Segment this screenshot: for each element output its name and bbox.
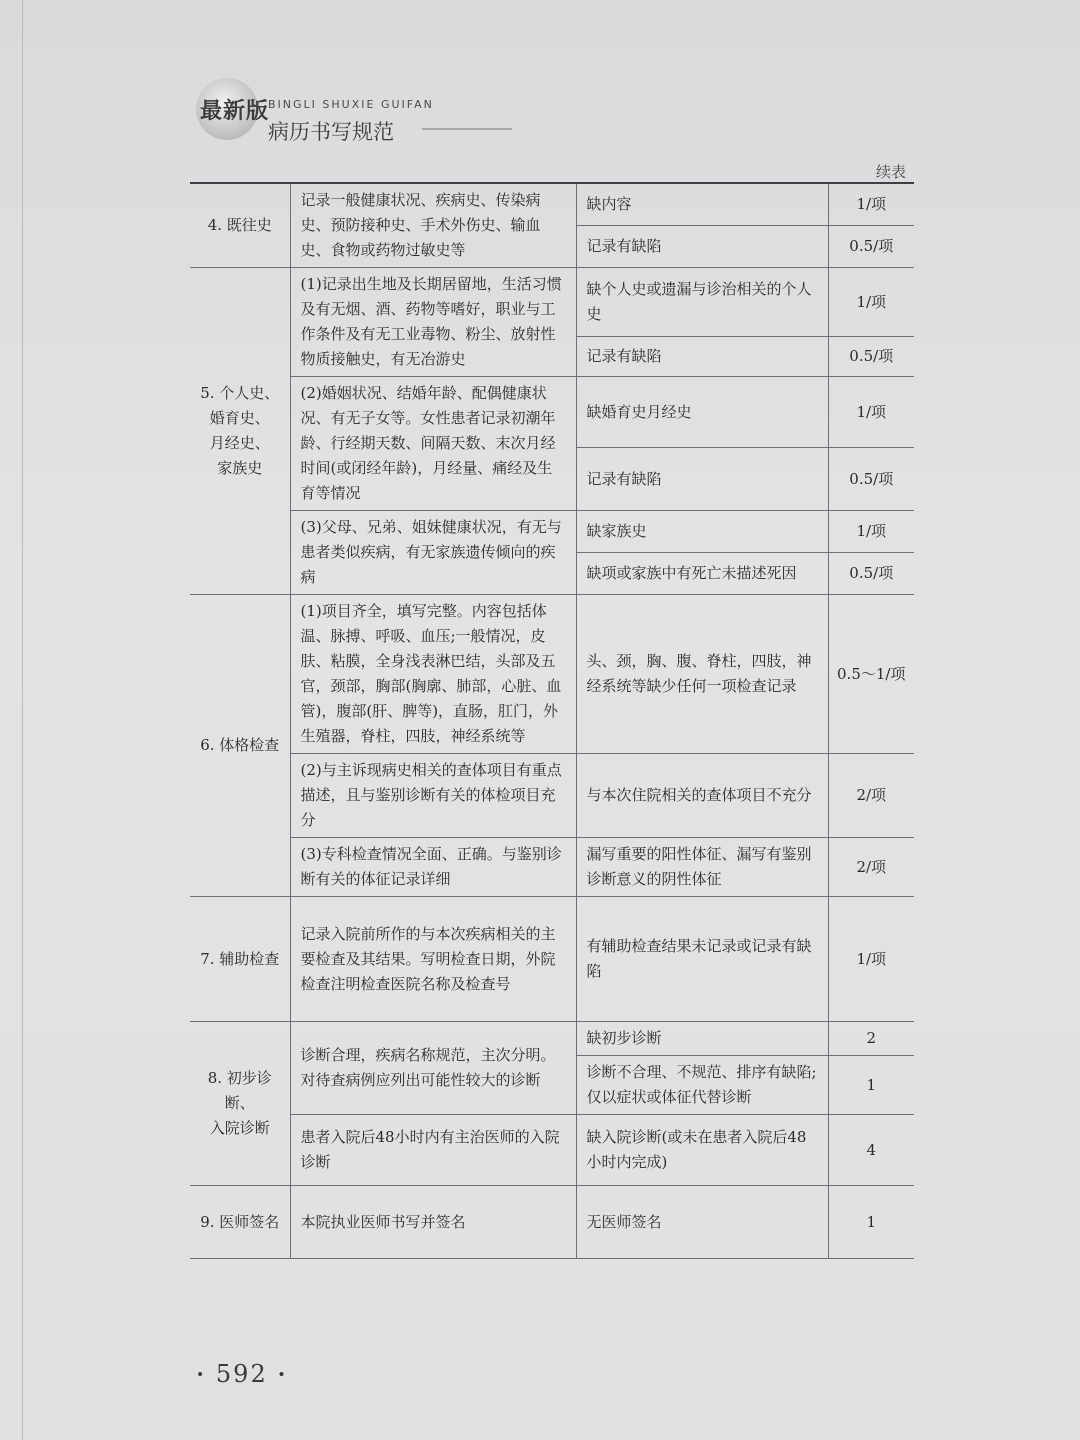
standard-text: (2)婚姻状况、结婚年龄、配偶健康状况、有无子女等。女性患者记录初潮年龄、行经期天数、间隔天数、末次月经时间(或闭经年龄)，月经量、痛经及生育等情况 <box>290 377 576 511</box>
standard-text: (3)父母、兄弟、姐妹健康状况，有无与患者类似疾病，有无家族遗传倾向的疾病 <box>290 511 576 595</box>
page-number-dot: • <box>277 1367 288 1384</box>
page-number-dot: • <box>196 1367 207 1384</box>
deduction-score: 2/项 <box>828 838 914 897</box>
continued-label: 续表 <box>876 163 907 181</box>
table-row <box>190 754 914 838</box>
deficiency-text: 缺个人史或遗漏与诊治相关的个人史 <box>576 268 828 337</box>
deficiency-text: 记录有缺陷 <box>576 448 828 511</box>
deduction-score: 2 <box>828 1022 914 1056</box>
logo-text: 最新版 <box>200 98 270 124</box>
section-label <box>190 1022 290 1186</box>
book-header <box>196 78 526 148</box>
section-label <box>190 268 290 595</box>
deficiency-text: 漏写重要的阳性体征、漏写有鉴别诊断意义的阴性体征 <box>576 838 828 897</box>
deficiency-text: 缺婚育史月经史 <box>576 377 828 448</box>
book-title: 病历书写规范 <box>268 120 394 144</box>
deficiency-text: 记录有缺陷 <box>576 226 828 268</box>
page-number <box>196 1360 288 1388</box>
section-label: 9. 医师签名 <box>190 1186 290 1259</box>
deduction-score: 1/项 <box>828 377 914 448</box>
standard-text: (2)与主诉现病史相关的查体项目有重点描述，且与鉴别诊断有关的体检项目充分 <box>290 754 576 838</box>
standard-text: (3)专科检查情况全面、正确。与鉴别诊断有关的体征记录详细 <box>290 838 576 897</box>
section-label: 7. 辅助检查 <box>190 897 290 1022</box>
deduction-score: 0.5/项 <box>828 553 914 595</box>
table-row <box>190 183 914 226</box>
section-label-line: 8. 初步诊断、 <box>207 1069 272 1112</box>
standard-text: 记录一般健康状况、疾病史、传染病史、预防接种史、手术外伤史、输血史、食物或药物过敏史等 <box>290 183 576 268</box>
standard-text: 患者入院后48小时内有主治医师的入院诊断 <box>290 1115 576 1186</box>
deduction-score: 2/项 <box>828 754 914 838</box>
standard-text: (1)项目齐全，填写完整。内容包括体温、脉搏、呼吸、血压;一般情况，皮肤、粘膜，全身浅表淋巴结，头部及五官，颈部，胸部(胸廓、肺部，心脏、血管)，腹部(肝、脾等)，直肠，肛门，外生殖器，脊柱，四肢，神经系统等 <box>290 595 576 754</box>
deduction-score: 0.5～1/项 <box>828 595 914 754</box>
standard-text: (1)记录出生地及长期居留地，生活习惯及有无烟、酒、药物等嗜好，职业与工作条件及有无工业毒物、粉尘、放射性物质接触史，有无冶游史 <box>290 268 576 377</box>
deduction-score: 0.5/项 <box>828 226 914 268</box>
standard-text: 诊断合理，疾病名称规范，主次分明。对待查病例应列出可能性较大的诊断 <box>290 1022 576 1115</box>
section-label-line: 月经史、 <box>209 434 270 452</box>
deficiency-text: 诊断不合理、不规范、排序有缺陷;仅以症状或体征代替诊断 <box>576 1056 828 1115</box>
scoring-table <box>190 182 914 1259</box>
table-row <box>190 897 914 1022</box>
table-row <box>190 268 914 337</box>
page-number-value: 592 <box>215 1360 268 1388</box>
table-row <box>190 377 914 448</box>
deficiency-text: 有辅助检查结果未记录或记录有缺陷 <box>576 897 828 1022</box>
section-label-line: 家族史 <box>217 459 263 477</box>
deduction-score: 4 <box>828 1115 914 1186</box>
deficiency-text: 与本次住院相关的查体项目不充分 <box>576 754 828 838</box>
table-row <box>190 1022 914 1056</box>
deficiency-text: 头、颈，胸、腹、脊柱，四肢，神经系统等缺少任何一项检查记录 <box>576 595 828 754</box>
section-label-line: 入院诊断 <box>209 1119 270 1137</box>
deduction-score: 0.5/项 <box>828 448 914 511</box>
section-label: 4. 既往史 <box>190 183 290 268</box>
standard-text: 本院执业医师书写并签名 <box>290 1186 576 1259</box>
deficiency-text: 缺初步诊断 <box>576 1022 828 1056</box>
deduction-score: 1 <box>828 1186 914 1259</box>
section-label: 6. 体格检查 <box>190 595 290 897</box>
deduction-score: 1/项 <box>828 511 914 553</box>
section-label-line: 婚育史、 <box>209 409 270 427</box>
deficiency-text: 记录有缺陷 <box>576 337 828 377</box>
standard-text: 记录入院前所作的与本次疾病相关的主要检查及其结果。写明检查日期，外院检查注明检查医院名称及检查号 <box>290 897 576 1022</box>
adjacent-page-edge <box>0 0 23 1440</box>
deficiency-text: 缺家族史 <box>576 511 828 553</box>
table-row <box>190 595 914 754</box>
deduction-score: 1/项 <box>828 183 914 226</box>
deficiency-text: 无医师签名 <box>576 1186 828 1259</box>
table-row <box>190 1186 914 1259</box>
deduction-score: 1 <box>828 1056 914 1115</box>
section-label-line: 5. 个人史、 <box>200 384 280 402</box>
deficiency-text: 缺项或家族中有死亡未描述死因 <box>576 553 828 595</box>
table-row <box>190 511 914 553</box>
title-rule <box>422 128 512 130</box>
deduction-score: 1/项 <box>828 897 914 1022</box>
deficiency-text: 缺内容 <box>576 183 828 226</box>
table-row <box>190 838 914 897</box>
deficiency-text: 缺入院诊断(或未在患者入院后48小时内完成) <box>576 1115 828 1186</box>
deduction-score: 1/项 <box>828 268 914 337</box>
header-pinyin: BINGLI SHUXIE GUIFAN <box>268 98 434 111</box>
table-row <box>190 1115 914 1186</box>
deduction-score: 0.5/项 <box>828 337 914 377</box>
